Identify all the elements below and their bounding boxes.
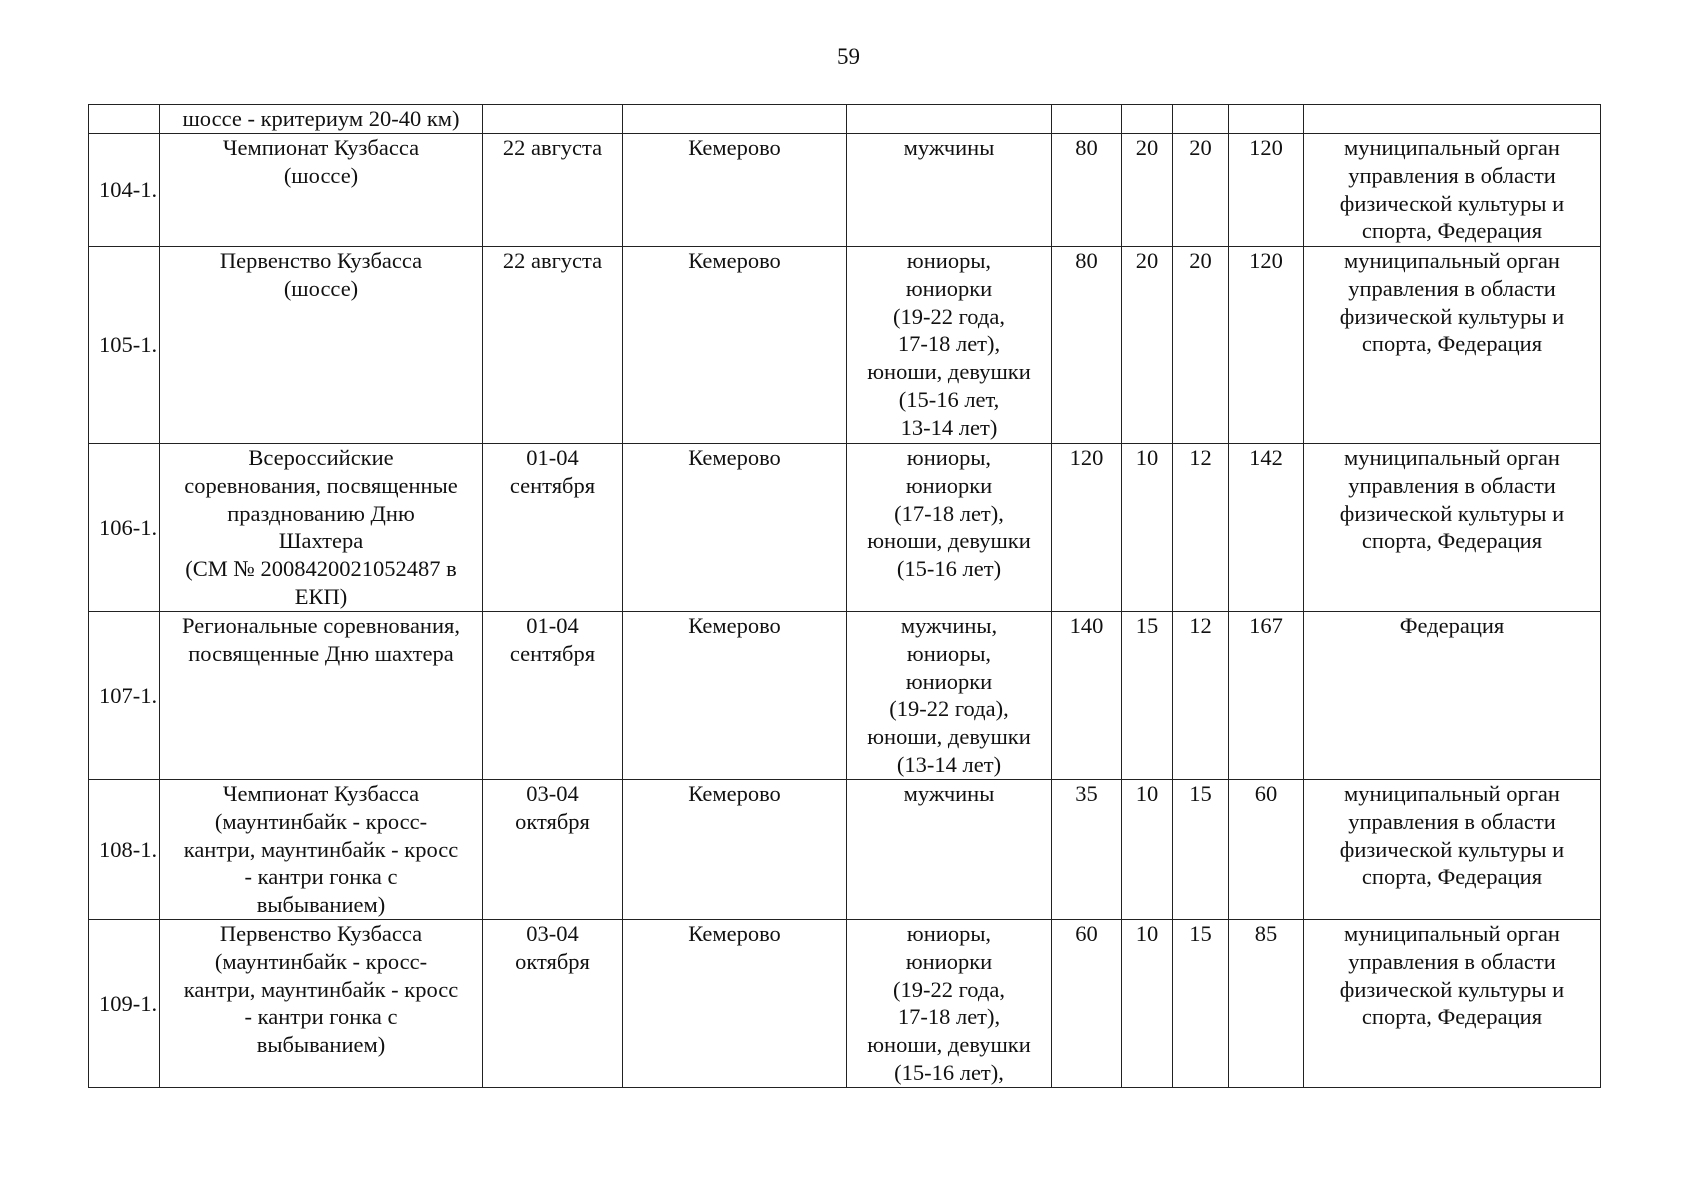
- table-row: [89, 444, 1601, 612]
- event-organizer-line: спорта, Федерация: [1361, 864, 1543, 890]
- event-name-line: - кантри гонка с: [244, 1004, 398, 1030]
- event-participants-line: юноши, девушки: [867, 724, 1031, 750]
- event-date-line: 03-04: [526, 781, 579, 806]
- event-date: [483, 612, 623, 780]
- event-participants-line: юниоры,: [906, 445, 992, 470]
- event-date: [483, 105, 623, 134]
- event-date: [483, 444, 623, 612]
- event-name-line: кантри, маунтинбайк - кросс: [183, 836, 459, 862]
- event-organizer-line: управления в области: [1348, 275, 1556, 301]
- count-total: 167: [1229, 612, 1304, 780]
- count-col-1: [1052, 105, 1122, 134]
- event-organizer: [1304, 247, 1601, 444]
- event-name-line: Всероссийские: [248, 445, 394, 470]
- count-col-3: 12: [1173, 444, 1229, 612]
- event-name-line: (шоссе): [283, 162, 359, 188]
- event-date-line: сентября: [509, 640, 596, 666]
- event-organizer-line: управления в области: [1348, 808, 1556, 834]
- count-total: 120: [1229, 247, 1304, 444]
- count-col-3: 15: [1173, 780, 1229, 920]
- count-col-1: 35: [1052, 780, 1122, 920]
- event-organizer-line: муниципальный орган: [1344, 248, 1560, 273]
- event-name-line: Первенство Кузбасса: [219, 921, 423, 946]
- event-name-line: кантри, маунтинбайк - кросс: [183, 976, 459, 1002]
- event-date: [483, 780, 623, 920]
- event-participants-line: (15-16 лет): [896, 556, 1002, 582]
- event-participants-line: юноши, девушки: [867, 1032, 1031, 1058]
- count-col-1: 80: [1052, 247, 1122, 444]
- event-place: Кемерово: [623, 444, 847, 612]
- event-name-line: Шахтера: [278, 528, 364, 554]
- count-col-3: 20: [1173, 134, 1229, 247]
- event-organizer-line: спорта, Федерация: [1361, 218, 1543, 244]
- table-row-continuation: [89, 105, 1601, 134]
- event-place: Кемерово: [623, 247, 847, 444]
- event-name-line: выбыванием): [256, 1032, 386, 1058]
- event-name-line: (шоссе): [283, 275, 359, 301]
- event-name-line: (маунтинбайк - кросс-: [214, 948, 428, 974]
- event-organizer: [1304, 444, 1601, 612]
- table-row: [89, 920, 1601, 1088]
- event-organizer-line: физической культуры и: [1339, 976, 1565, 1002]
- event-organizer-line: физической культуры и: [1339, 190, 1565, 216]
- event-participants-line: (19-22 года),: [889, 696, 1009, 722]
- row-number: 106-1.: [89, 444, 160, 612]
- event-participants: [847, 444, 1052, 612]
- event-place: Кемерово: [623, 612, 847, 780]
- count-col-1: 80: [1052, 134, 1122, 247]
- event-date-line: 01-04: [526, 613, 579, 638]
- count-col-2: 20: [1122, 134, 1173, 247]
- event-name-line: соревнования, посвященные: [184, 472, 458, 498]
- event-participants-line: юниорки: [905, 948, 993, 974]
- event-organizer: [1304, 780, 1601, 920]
- event-name-line: выбыванием): [256, 892, 386, 918]
- event-participants-line: 17-18 лет),: [897, 1004, 1001, 1030]
- event-participants-line: (17-18 лет),: [894, 500, 1004, 526]
- event-name: [160, 247, 483, 444]
- event-date: [483, 247, 623, 444]
- count-col-1: 120: [1052, 444, 1122, 612]
- event-organizer-line: спорта, Федерация: [1361, 331, 1543, 357]
- event-participants-line: юниоры,: [906, 248, 992, 273]
- table-row: [89, 780, 1601, 920]
- count-col-2: 10: [1122, 444, 1173, 612]
- event-participants-line: (13-14 лет): [896, 751, 1002, 777]
- count-col-2: [1122, 105, 1173, 134]
- count-total: 142: [1229, 444, 1304, 612]
- event-participants: [847, 247, 1052, 444]
- count-col-1: 140: [1052, 612, 1122, 780]
- count-col-3: [1173, 105, 1229, 134]
- event-organizer-line: муниципальный орган: [1344, 135, 1560, 160]
- event-name-line: посвященные Дню шахтера: [188, 640, 454, 666]
- event-date-line: октября: [515, 808, 590, 834]
- count-total: [1229, 105, 1304, 134]
- event-participants: [847, 920, 1052, 1088]
- event-name-line: Первенство Кузбасса: [219, 248, 423, 273]
- event-organizer: [1304, 920, 1601, 1088]
- event-organizer: [1304, 105, 1601, 134]
- event-organizer-line: спорта, Федерация: [1361, 528, 1543, 554]
- event-name-line: - кантри гонка с: [244, 864, 398, 890]
- event-place: Кемерово: [623, 780, 847, 920]
- count-col-3: 20: [1173, 247, 1229, 444]
- event-organizer-line: спорта, Федерация: [1361, 1004, 1543, 1030]
- event-organizer: [1304, 134, 1601, 247]
- event-date-line: 22 августа: [502, 248, 603, 273]
- event-name: шоссе - критериум 20-40 км): [160, 105, 483, 134]
- event-participants-line: 13-14 лет): [900, 414, 998, 440]
- event-organizer-line: управления в области: [1348, 948, 1556, 974]
- event-participants-line: юноши, девушки: [867, 528, 1031, 554]
- event-name-line: ЕКП): [294, 583, 348, 609]
- event-participants-line: 17-18 лет),: [897, 331, 1001, 357]
- count-col-1: 60: [1052, 920, 1122, 1088]
- count-total: 120: [1229, 134, 1304, 247]
- event-participants-line: юниорки: [905, 472, 993, 498]
- event-participants-line: юниоры,: [906, 921, 992, 946]
- event-participants-line: (19-22 года,: [893, 303, 1005, 329]
- events-table: [88, 104, 1601, 1088]
- row-number: [89, 105, 160, 134]
- event-place: Кемерово: [623, 920, 847, 1088]
- event-participants: [847, 105, 1052, 134]
- event-name: [160, 444, 483, 612]
- event-participants-line: юниорки: [905, 668, 993, 694]
- event-place: [623, 105, 847, 134]
- event-name-line: (маунтинбайк - кросс-: [214, 808, 428, 834]
- table-row: [89, 134, 1601, 247]
- event-organizer-line: Федерация: [1399, 613, 1505, 638]
- event-organizer-line: муниципальный орган: [1344, 445, 1560, 470]
- event-organizer-line: физической культуры и: [1339, 836, 1565, 862]
- event-name-line: Чемпионат Кузбасса: [222, 781, 420, 806]
- event-organizer-line: управления в области: [1348, 162, 1556, 188]
- table-row: [89, 612, 1601, 780]
- table-row: [89, 247, 1601, 444]
- event-participants-line: юноши, девушки: [867, 359, 1031, 385]
- event-organizer: [1304, 612, 1601, 780]
- event-name-line: Чемпионат Кузбасса: [222, 135, 420, 160]
- event-date-line: 22 августа: [502, 135, 603, 160]
- event-participants-line: (15-16 лет,: [898, 386, 1000, 412]
- event-organizer-line: физической культуры и: [1339, 500, 1565, 526]
- event-participants: [847, 134, 1052, 247]
- row-number: 108-1.: [89, 780, 160, 920]
- event-date-line: октября: [515, 948, 590, 974]
- event-organizer-line: муниципальный орган: [1344, 921, 1560, 946]
- event-participants-line: (19-22 года,: [893, 976, 1005, 1002]
- event-date-line: 03-04: [526, 921, 579, 946]
- count-col-2: 10: [1122, 780, 1173, 920]
- event-name-line: (СМ № 2008420021052487 в: [185, 556, 457, 582]
- event-date-line: 01-04: [526, 445, 579, 470]
- event-organizer-line: физической культуры и: [1339, 303, 1565, 329]
- event-participants: [847, 780, 1052, 920]
- event-organizer-line: управления в области: [1348, 472, 1556, 498]
- row-number: 109-1.: [89, 920, 160, 1088]
- count-col-2: 15: [1122, 612, 1173, 780]
- count-col-2: 20: [1122, 247, 1173, 444]
- event-date: [483, 920, 623, 1088]
- count-total: 85: [1229, 920, 1304, 1088]
- event-name: [160, 920, 483, 1088]
- event-name-line: Региональные соревнования,: [182, 613, 460, 638]
- count-col-2: 10: [1122, 920, 1173, 1088]
- table-body: [89, 105, 1601, 1088]
- row-number: 107-1.: [89, 612, 160, 780]
- event-organizer-line: муниципальный орган: [1344, 781, 1560, 806]
- event-participants-line: мужчины: [903, 781, 995, 806]
- count-total: 60: [1229, 780, 1304, 920]
- row-number: 104-1.: [89, 134, 160, 247]
- event-participants-line: юниоры,: [906, 640, 992, 666]
- event-participants-line: юниорки: [905, 275, 993, 301]
- event-participants-line: (15-16 лет),: [894, 1059, 1004, 1085]
- event-date: [483, 134, 623, 247]
- count-col-3: 15: [1173, 920, 1229, 1088]
- event-date-line: сентября: [509, 472, 596, 498]
- event-participants: [847, 612, 1052, 780]
- event-name-line: празднованию Дню: [227, 500, 415, 526]
- event-participants-line: мужчины,: [900, 613, 998, 638]
- row-number: 105-1.: [89, 247, 160, 444]
- event-participants-line: мужчины: [903, 135, 995, 160]
- count-col-3: 12: [1173, 612, 1229, 780]
- event-name: [160, 780, 483, 920]
- page-number: 59: [837, 44, 860, 69]
- event-name: [160, 134, 483, 247]
- event-place: Кемерово: [623, 134, 847, 247]
- event-name: [160, 612, 483, 780]
